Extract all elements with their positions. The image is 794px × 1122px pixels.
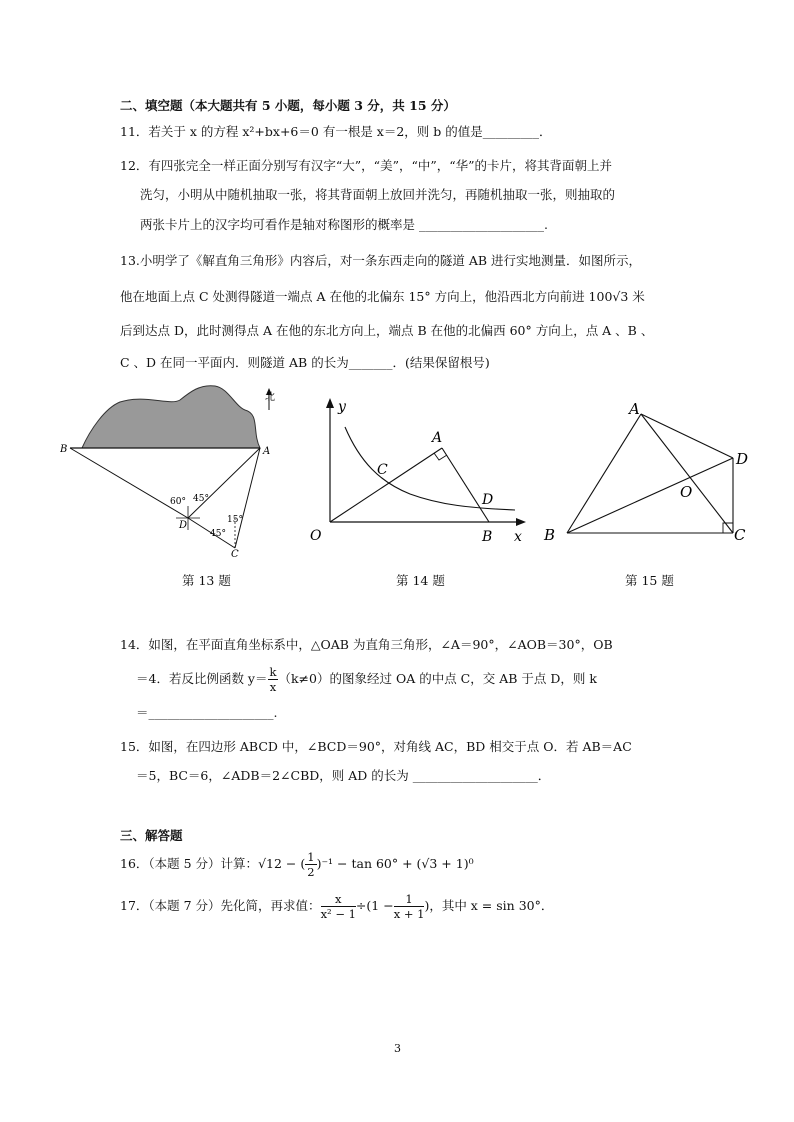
question-15-line1: 15．如图，在四边形 ABCD 中，∠BCD＝90°，对角线 AC，BD 相交于点 O．若 AB＝AC [120, 739, 632, 754]
fraction-1-over-x-plus-1: $\frac{1}{x + 1}$ [393, 892, 425, 921]
point-d-label: D [736, 450, 749, 468]
question-17-suffix: )，其中 x = sin 30°． [424, 898, 554, 913]
point-c-label: C [734, 526, 746, 544]
figure-15-quadrilateral-diagram [540, 392, 760, 552]
section-2-heading: 二、填空题（本大题共有 5 小题，每小题 3 分，共 15 分） [120, 98, 456, 113]
point-c-label: C [377, 462, 388, 478]
figure-14-caption: 第 14 题 [396, 573, 445, 588]
page-number: 3 [394, 1042, 401, 1055]
figure-13-caption: 第 13 题 [182, 573, 231, 588]
origin-o-label: O [310, 528, 322, 544]
question-16 [120, 850, 474, 879]
question-11: 11．若关于 x 的方程 x²+bx+6＝0 有一根是 x＝2，则 b 的值是_________． [120, 124, 552, 139]
fraction-k-over-x: $\frac{k}{x}$ [269, 665, 277, 694]
question-15-line2: ＝5，BC＝6，∠ADB＝2∠CBD，则 AD 的长为 ____________________． [136, 768, 551, 783]
figure-15-caption: 第 15 题 [625, 573, 674, 588]
question-14-text-a: ＝4．若反比例函数 y＝ [136, 671, 268, 686]
figure-14-coordinate-diagram [300, 392, 540, 552]
section-3-heading: 三、解答题 [120, 828, 183, 843]
point-b-label: B [482, 529, 493, 545]
point-d-label: D [482, 492, 494, 508]
point-b-label: B [544, 526, 556, 544]
figure-13-tunnel-diagram [60, 380, 290, 565]
point-c-label: C [231, 549, 239, 560]
question-12-line2: 洗匀，小明从中随机抽取一张，将其背面朝上放回并洗匀，再随机抽取一张，则抽取的 [140, 187, 616, 202]
question-14-line1: 14．如图，在平面直角坐标系中，△OAB 为直角三角形，∠A＝90°，∠AOB＝30°，OB [120, 637, 613, 652]
point-a-label: A [629, 400, 640, 418]
question-12-line1: 12．有四张完全一样正面分别写有汉字“大”，“美”，“中”，“华”的卡片，将其背面朝上并 [120, 158, 613, 173]
point-d-label: D [179, 520, 188, 531]
fraction-one-half: $\frac{1}{2}$ [307, 850, 315, 879]
north-label: 北 [265, 392, 275, 403]
question-13-line1: 13.小明学了《解直角三角形》内容后，对一条东西走向的隧道 AB 进行实地测量．如图所示， [120, 253, 642, 268]
question-14-line3: ＝____________________. [136, 705, 278, 720]
axis-y-label: y [338, 399, 346, 415]
question-17-mid: ÷(1 − [355, 898, 394, 913]
question-17 [120, 892, 553, 921]
question-16-expr-b: )⁻¹ − tan 60° + (√3 + 1)⁰ [316, 856, 474, 871]
question-13-line2: 他在地面上点 C 处测得隧道一端点 A 在他的北偏东 15° 方向上，他沿西北方向前进 100√3 米 [120, 289, 645, 304]
fraction-x-over-x2-minus-1: $\frac{x}{\text{x² − 1}}$ [320, 892, 356, 921]
question-12-line3: 两张卡片上的汉字均可看作是轴对称图形的概率是 ____________________. [140, 217, 548, 232]
question-16-prefix: 16．（本题 5 分）计算： [120, 856, 259, 871]
angle-45b-label: 45° [210, 529, 226, 539]
angle-15-label: 15° [227, 515, 243, 525]
angle-60-label: 60° [170, 497, 186, 507]
point-a-label: A [263, 446, 271, 457]
axis-x-label: x [514, 529, 522, 545]
point-a-label: A [432, 430, 443, 446]
question-16-expr-a: √12 − ( [258, 856, 306, 871]
question-13-line4: C 、D 在同一平面内．则隧道 AB 的长为_______．(结果保留根号) [120, 355, 490, 370]
question-14-text-b: （k≠0）的图象经过 OA 的中点 C，交 AB 于点 D，则 k [278, 671, 597, 686]
question-14-line2 [136, 665, 597, 694]
question-17-prefix: 17．（本题 7 分）先化简，再求值： [120, 898, 321, 913]
question-13-line3: 后到达点 D，此时测得点 A 在他的东北方向上，端点 B 在他的北偏西 60° 方向上，点 A 、B 、 [120, 323, 654, 338]
point-o-label: O [680, 483, 693, 501]
angle-45a-label: 45° [193, 494, 209, 504]
point-b-label: B [60, 444, 68, 455]
